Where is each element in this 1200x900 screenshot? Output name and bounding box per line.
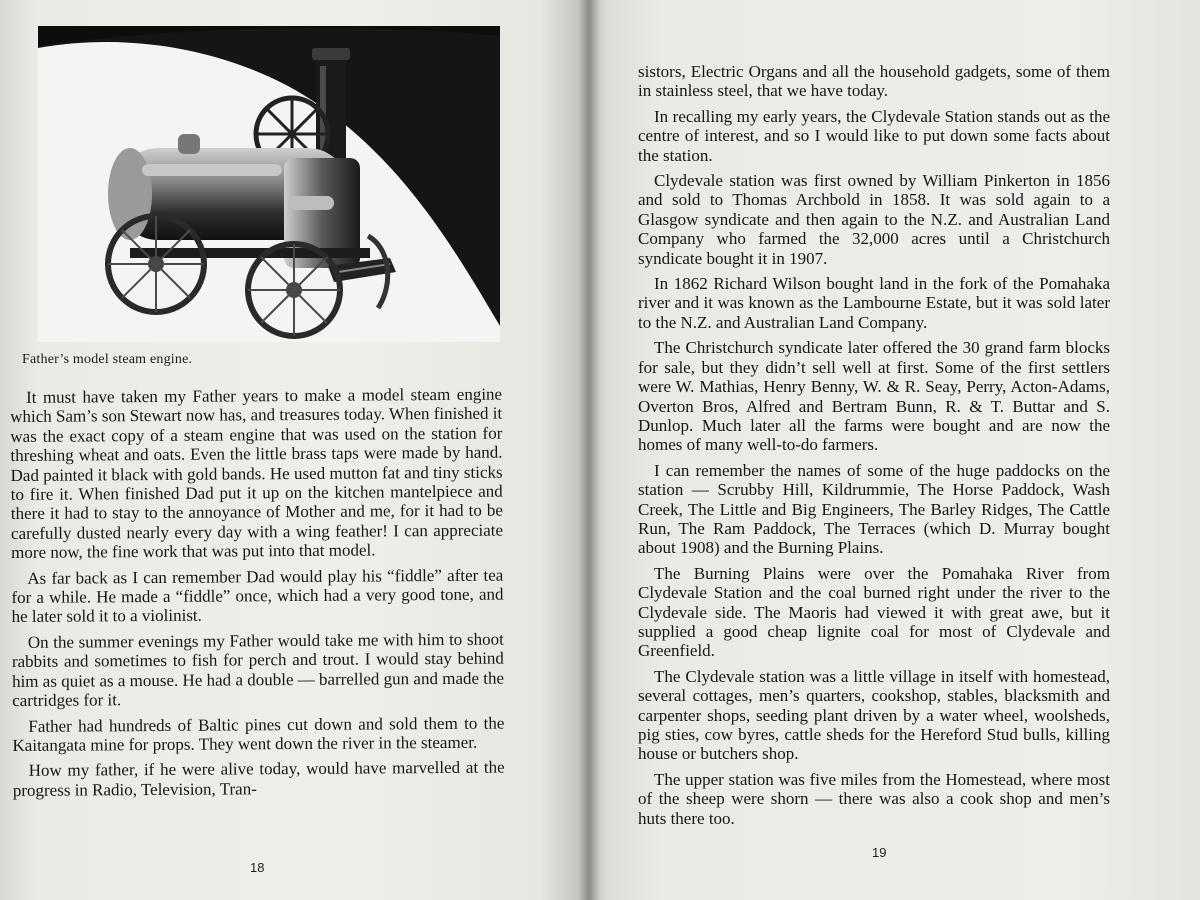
paragraph: sistors, Electric Organs and all the household gadgets, some of them in stainless steel, that we have today. [638, 62, 1110, 101]
paragraph: How my father, if he were alive today, would have marvelled at the progress in Radio, Television, Tran- [12, 757, 505, 800]
left-page [0, 0, 588, 900]
right-page-text [638, 62, 1110, 834]
paragraph: Father had hundreds of Baltic pines cut down and sold them to the Kaitangata mine for props. They went down the river in the steamer. [12, 713, 505, 755]
steam-engine-photo [38, 26, 500, 342]
right-page [588, 0, 1200, 900]
photo-caption: Father’s model steam engine. [22, 352, 193, 367]
paragraph: In recalling my early years, the Clydevale Station stands out as the centre of interest, and so I would like to put down some facts about the station. [638, 106, 1110, 165]
paragraph: The Clydevale station was a little village in itself with homestead, several cottages, men’s quarters, cookshop, stables, blacksmith and carpenter shops, seeding plant driven by a water wheel, woolsheds, pig sties, cow byres, cattle sheds for the Hereford Stud bulls, killing house or butchers shop. [638, 666, 1110, 764]
paragraph: The Christchurch syndicate later offered the 30 grand farm blocks for sale, but they didn’t sell well at first. Some of the first settlers were W. Mathias, Henry Benny, W. & R. Seay, Perry, Acton-Adams, Overton Bros, Alfred and Bertram Bunn, R. & T. Buttar and S. Dunlop. Much later all the farms were bought and are now the homes of many well-to-do farmers. [638, 338, 1110, 455]
paragraph: As far back as I can remember Dad would play his “fiddle” after tea for a while. He made a “fiddle” once, which had a very good tone, and he later sold it to a violinist. [11, 565, 504, 627]
steam-engine-illustration [38, 26, 500, 342]
paragraph: The upper station was five miles from the Homestead, where most of the sheep were shorn — there was also a cook shop and men’s huts there too. [638, 769, 1110, 828]
paragraph: In 1862 Richard Wilson bought land in the fork of the Pomahaka river and it was known as the Lambourne Estate, but it was sold later to the N.Z. and Australian Land Company. [638, 274, 1110, 332]
page-number-right: 19 [872, 845, 887, 860]
paragraph: The Burning Plains were over the Pomahaka River from Clydevale Station and the coal burned right under the river to the Clydevale side. The Maoris had viewed it with great awe, but it supplied a good cheap lignite coal for most of Clydevale and Greenfield. [638, 563, 1110, 661]
book-gutter [578, 0, 600, 900]
paragraph: On the summer evenings my Father would take me with him to shoot rabbits and sometimes to fish for perch and trout. I would stay behind him as quiet as a mouse. He had a double — barrelled gun and made the cartridges for it. [11, 629, 505, 711]
page-number-left: 18 [250, 860, 265, 875]
paragraph: I can remember the names of some of the huge paddocks on the station — Scrubby Hill, Kildrummie, The Horse Paddock, Wash Creek, The Little and Big Engineers, The Barley Ridges, The Cattle Run, The Ram Paddock, The Terraces (which D. Murray bought about 1908) and the Burning Plains. [638, 460, 1110, 558]
paragraph: Clydevale station was first owned by William Pinkerton in 1856 and sold to Thomas Archbold in 1858. It was sold again to a Glasgow syndicate and then again to the N.Z. and Australian Land Company who farmed the 32,000 acres until a Christchurch syndicate bought it in 1907. [638, 171, 1110, 268]
paragraph: It must have taken my Father years to make a model steam engine which Sam’s son Stewart now has, and treasures today. When finished it was the exact copy of a steam engine that was used on the station for threshing wheat and oats. Even the little brass taps were made by hand. Dad painted it black with gold bands. He used mutton fat and tiny sticks to fire it. When finished Dad put it up on the kitchen mantelpiece and there it had to stay to the annoyance of Mother and me, for it had to be carefully dusted nearly every day with a wing feather! I can appreciate more now, the fine work that was put into that model. [10, 384, 504, 563]
left-page-text [10, 385, 505, 807]
